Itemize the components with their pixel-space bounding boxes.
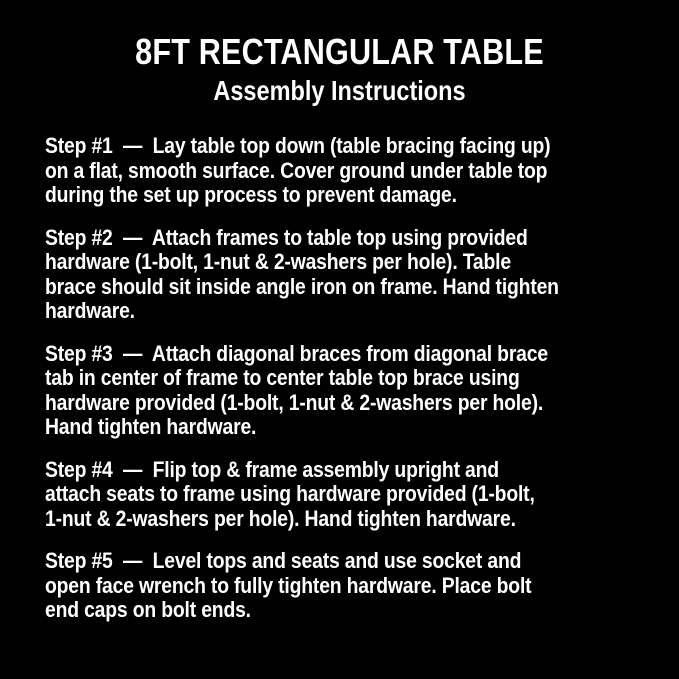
- step-line: tab in center of frame to center table top brace using: [45, 365, 520, 390]
- step-line: open face wrench to fully tighten hardware. Place bolt: [45, 572, 532, 598]
- step-line: hardware provided (1-bolt, 1-nut & 2-washers per hole).: [45, 389, 544, 415]
- page-subtitle: Assembly Instructions: [213, 75, 466, 106]
- step-line: on a flat, smooth surface. Cover ground under table top: [45, 157, 548, 183]
- step-paragraph: [45, 458, 578, 532]
- step-line: during the set up process to prevent damage.: [45, 182, 457, 207]
- step-line: Step #2 — Attach frames to table top using provided: [45, 224, 528, 250]
- step-paragraph: [45, 226, 578, 324]
- step-line: hardware (1-bolt, 1-nut & 2-washers per hole). Table: [45, 249, 511, 274]
- step-line: Step #4 — Flip top & frame assembly upright and: [45, 456, 499, 482]
- page-title: 8FT RECTANGULAR TABLE: [135, 31, 544, 72]
- step-line: Step #5 — Level tops and seats and use socket and: [45, 548, 522, 573]
- step-line: brace should sit inside angle iron on frame. Hand tighten: [45, 273, 559, 299]
- step-paragraph: [45, 134, 578, 208]
- step-line: end caps on bolt ends.: [45, 597, 251, 622]
- step-paragraph: [45, 342, 578, 440]
- steps-list: [45, 134, 651, 623]
- step-line: hardware.: [45, 298, 135, 323]
- step-line: Step #1 — Lay table top down (table bracing facing up): [45, 133, 551, 158]
- header: [0, 0, 679, 107]
- step-paragraph: [45, 549, 578, 623]
- step-line: Step #3 — Attach diagonal braces from diagonal brace: [45, 340, 548, 366]
- step-line: attach seats to frame using hardware provided (1-bolt,: [45, 481, 535, 506]
- step-line: 1-nut & 2-washers per hole). Hand tighten hardware.: [45, 505, 516, 531]
- step-line: Hand tighten hardware.: [45, 414, 257, 439]
